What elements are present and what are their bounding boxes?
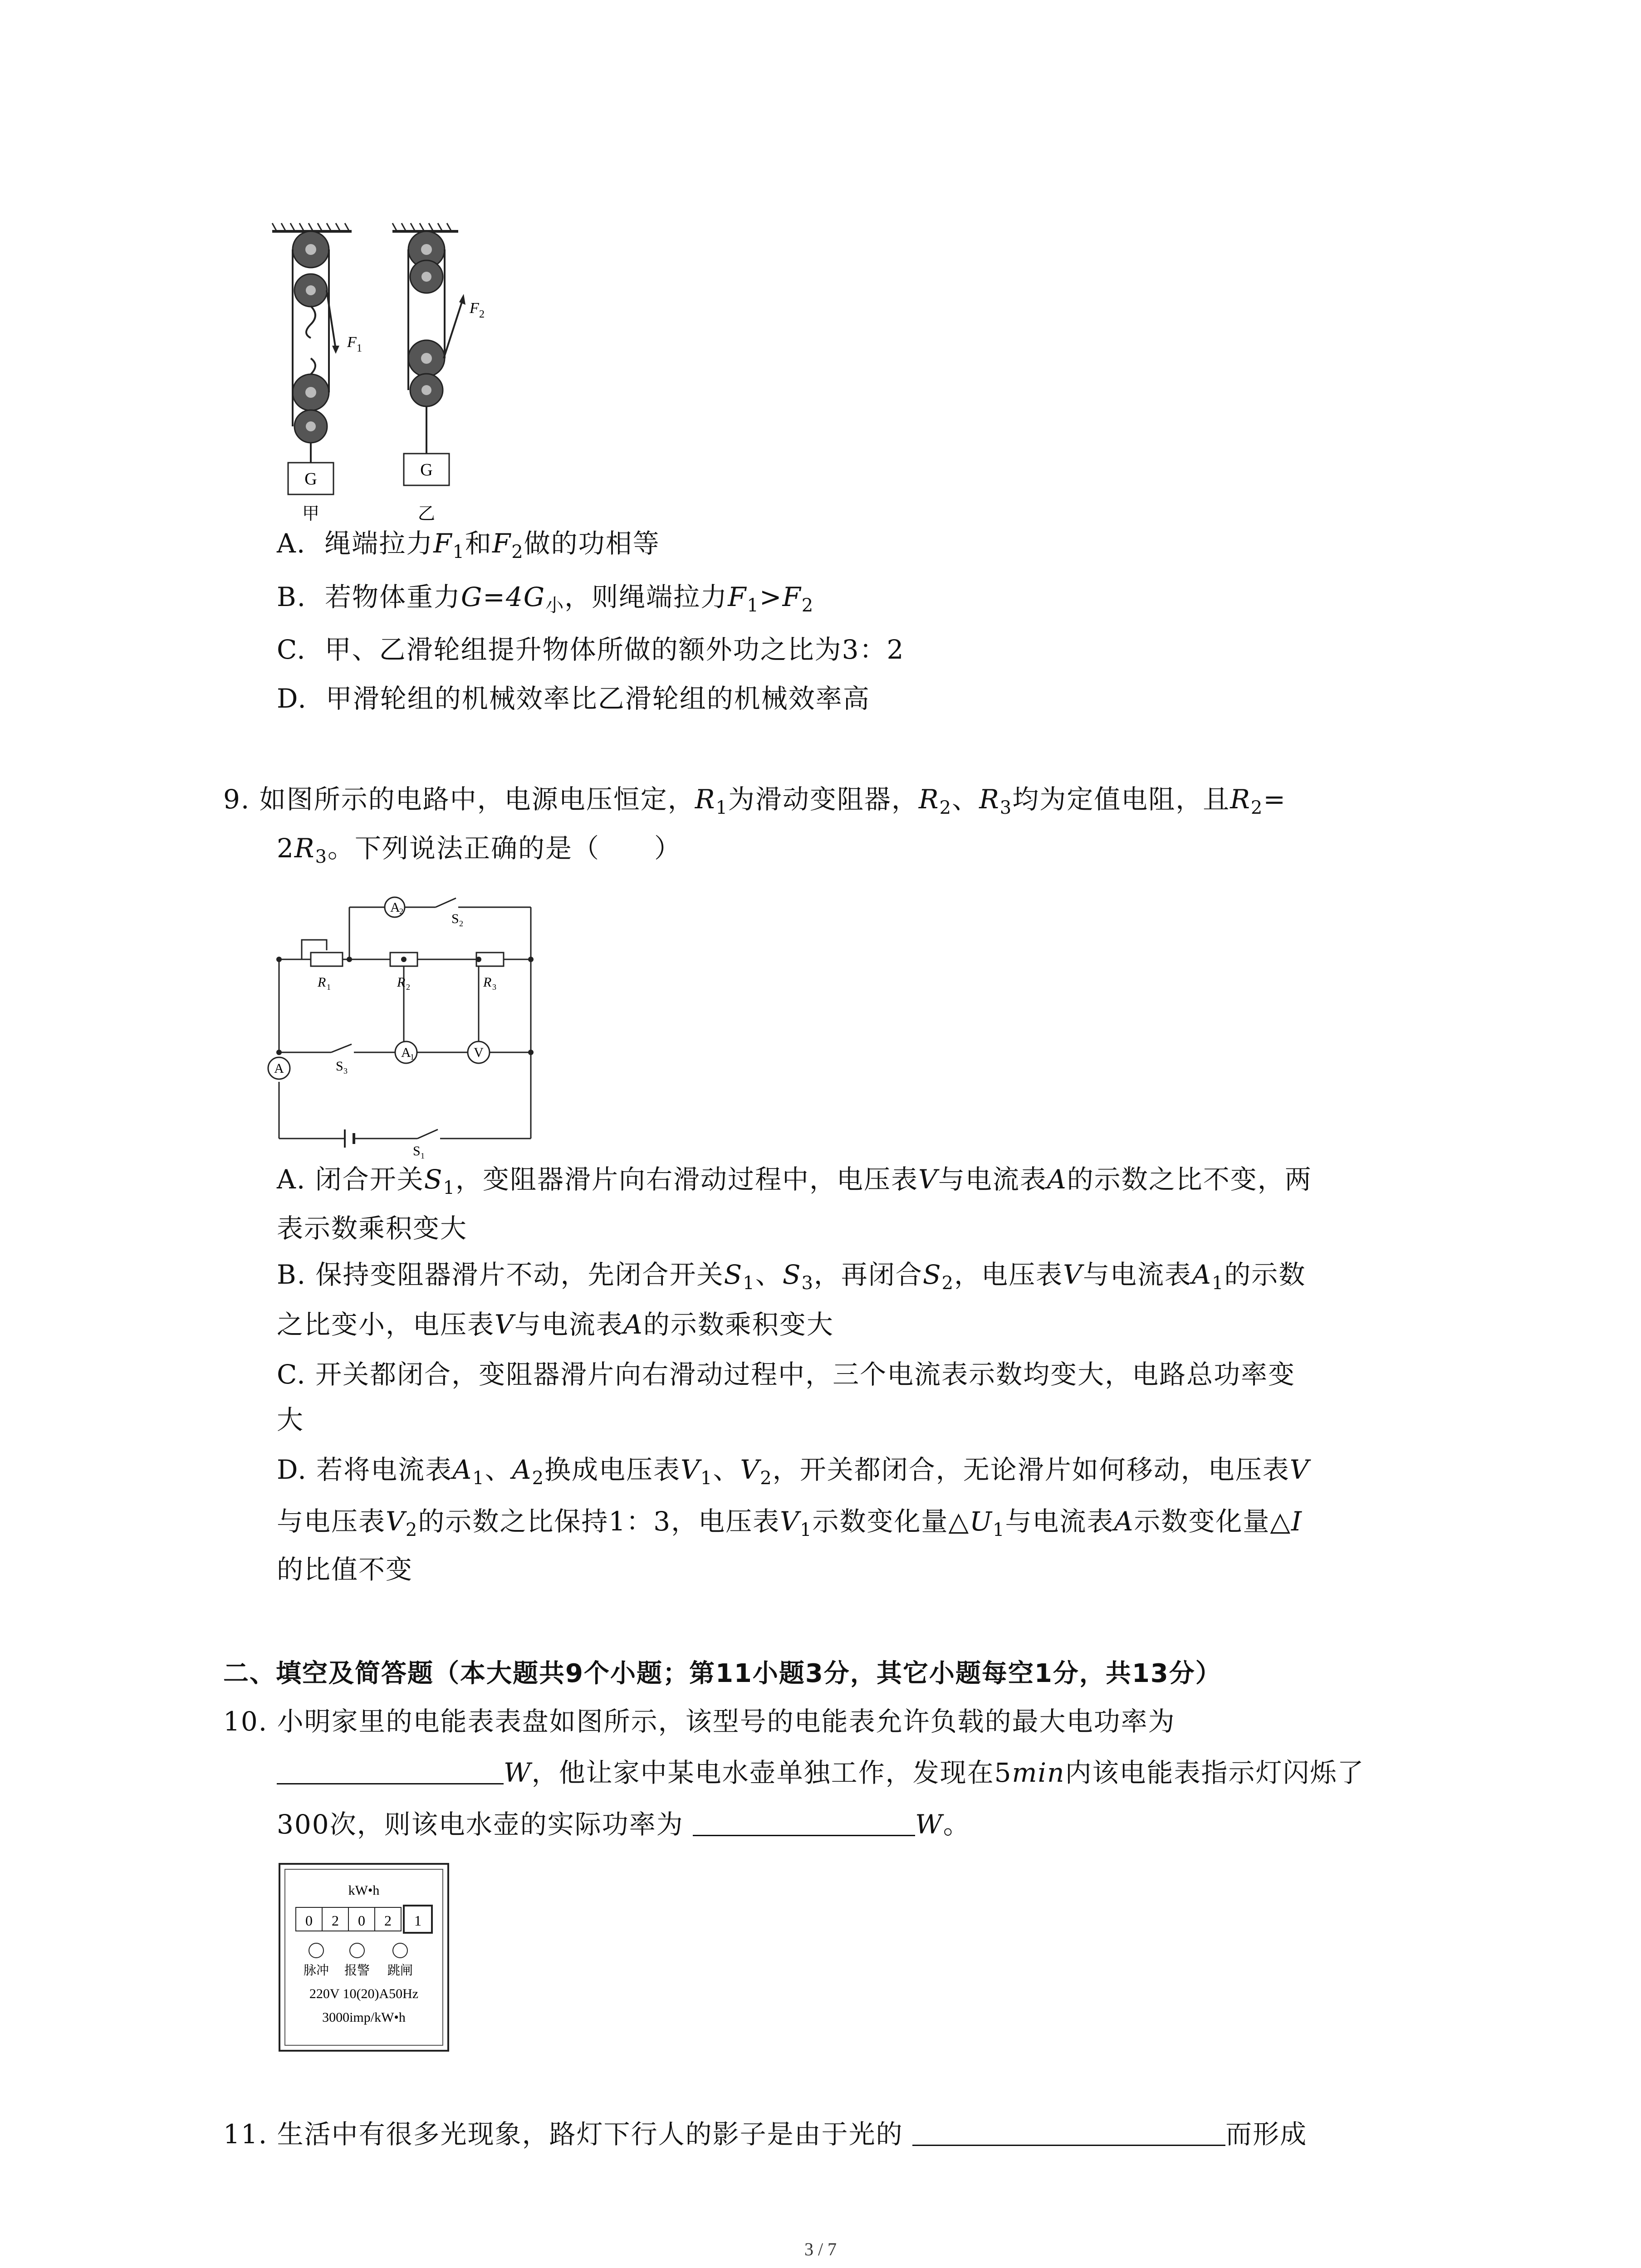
q9-option-a-line1: A. 闭合开关$S_1$，变阻器滑片向右滑动过程中，电压表V与电流表A的示数之比不变，两 (277, 1164, 1312, 1198)
q9-option-b-line2: 之比变小，电压表V与电流表A的示数乘积变大 (277, 1309, 834, 1340)
force-2-sub: 2 (479, 308, 485, 320)
force-2-label: F (470, 300, 479, 317)
meter-lamp-trip: 跳闸 (387, 1964, 413, 1978)
ammeter-a-label: A (274, 1061, 284, 1076)
box-label-left: G (304, 469, 317, 489)
box-label-right: G (420, 460, 433, 479)
q9-option-a-line2: 表示数乘积变大 (277, 1213, 468, 1244)
q9-option-d-line1: D. 若将电流表$A_1$、$A_2$换成电压表$V_1$、$V_2$，开关都闭合，无论滑片如何移动，电压表V (277, 1454, 1310, 1489)
page-number: 3 / 7 (804, 2239, 837, 2259)
switch-s1-sub: 1 (421, 1151, 425, 1160)
meter-digit-5: 1 (414, 1912, 421, 1929)
section-2-heading: 二、填空及简答题（本大题共9个小题；第11小题3分，其它小题每空1分，共13分） (223, 1659, 1222, 1688)
meter-digit-2: 2 (332, 1912, 339, 1929)
q9-stem-line2: $2R_3$。下列说法正确的是（ ） (277, 833, 682, 867)
q11-line1: 11. 生活中有很多光现象，路灯下行人的影子是由于光的 而形成 (223, 2116, 1307, 2152)
q8-option-a: A. 绳端拉力$F_1$和$F_2$做的功相等 (277, 528, 660, 562)
q9-option-d-line3: 的比值不变 (277, 1554, 413, 1585)
force-1-sub: 1 (357, 342, 362, 354)
q10-blank-1[interactable] (277, 1756, 504, 1784)
switch-s2-label: S (451, 911, 459, 926)
meter-constant: 3000imp/kW•h (322, 2010, 406, 2025)
switch-s1-label: S (413, 1144, 421, 1158)
q10-blank-2[interactable] (693, 1808, 915, 1836)
ammeter-a2-label: A (390, 900, 400, 915)
meter-digit-4: 2 (384, 1912, 392, 1929)
q8-option-b: B. 若物体重力$G=4G_小$，则绳端拉力$F_1>F_2$ (277, 582, 814, 616)
resistor-r2-label: R (397, 975, 406, 990)
resistor-r3-label: R (483, 975, 492, 990)
resistor-r1-sub: 1 (327, 982, 331, 992)
meter-unit: kW•h (348, 1883, 380, 1898)
q9-option-b-line1: B. 保持变阻器滑片不动，先闭合开关$S_1$、$S_3$，再闭合$S_2$，电压表V与电流表$A_1$的示数 (277, 1259, 1306, 1294)
q8-option-c: C. 甲、乙滑轮组提升物体所做的额外功之比为3：2 (277, 634, 905, 665)
voltmeter-v-label: V (474, 1045, 484, 1060)
pulley-caption-yi: 乙 (417, 504, 436, 523)
ammeter-a1-label: A (401, 1045, 411, 1060)
energy-meter-figure (278, 1862, 450, 2053)
switch-s3-label: S (336, 1059, 343, 1074)
q10-line2: W，他让家中某电水壶单独工作，发现在5min内该电能表指示灯闪烁了 (277, 1755, 1364, 1791)
force-1-label: F (347, 334, 357, 351)
ammeter-a1-sub: 1 (410, 1052, 414, 1061)
circuit-diagram (263, 889, 544, 1160)
q10-line3: 300次，则该电水壶的实际功率为 W。 (277, 1806, 970, 1843)
q10-line1: 10. 小明家里的电能表表盘如图所示，该型号的电能表允许负载的最大电功率为 (223, 1706, 1176, 1737)
resistor-r2-sub: 2 (406, 982, 410, 992)
pulley-diagram (268, 218, 485, 535)
q8-option-d: D. 甲滑轮组的机械效率比乙滑轮组的机械效率高 (277, 683, 870, 714)
pulley-caption-jia: 甲 (302, 504, 320, 523)
meter-digit-1: 0 (305, 1912, 313, 1929)
meter-spec: 220V 10(20)A50Hz (309, 1986, 419, 2001)
q9-option-c-line1: C. 开关都闭合，变阻器滑片向右滑动过程中，三个电流表示数均变大，电路总功率变 (277, 1359, 1296, 1390)
meter-lamp-pulse: 脉冲 (303, 1964, 329, 1978)
switch-s3-sub: 3 (343, 1066, 348, 1075)
resistor-r3-sub: 3 (492, 982, 496, 992)
q9-stem-line1: 9. 如图所示的电路中，电源电压恒定，$R_1$为滑动变阻器，$R_2$、$R_3$均为定值电阻，且$R_2=$ (223, 784, 1286, 818)
ammeter-a2-sub: 2 (399, 907, 403, 916)
q9-option-d-line2: 与电压表$V_2$的示数之比保持1：3，电压表$V_1$示数变化量$\triangle U_1$与电流表A示数变化量△I (277, 1506, 1303, 1540)
switch-s2-sub: 2 (459, 919, 463, 928)
resistor-r1-label: R (318, 975, 326, 990)
q11-blank-1[interactable] (912, 2117, 1225, 2146)
meter-lamp-alarm: 报警 (344, 1964, 370, 1978)
meter-digit-3: 0 (358, 1912, 365, 1929)
q9-option-c-line2: 大 (277, 1404, 304, 1435)
